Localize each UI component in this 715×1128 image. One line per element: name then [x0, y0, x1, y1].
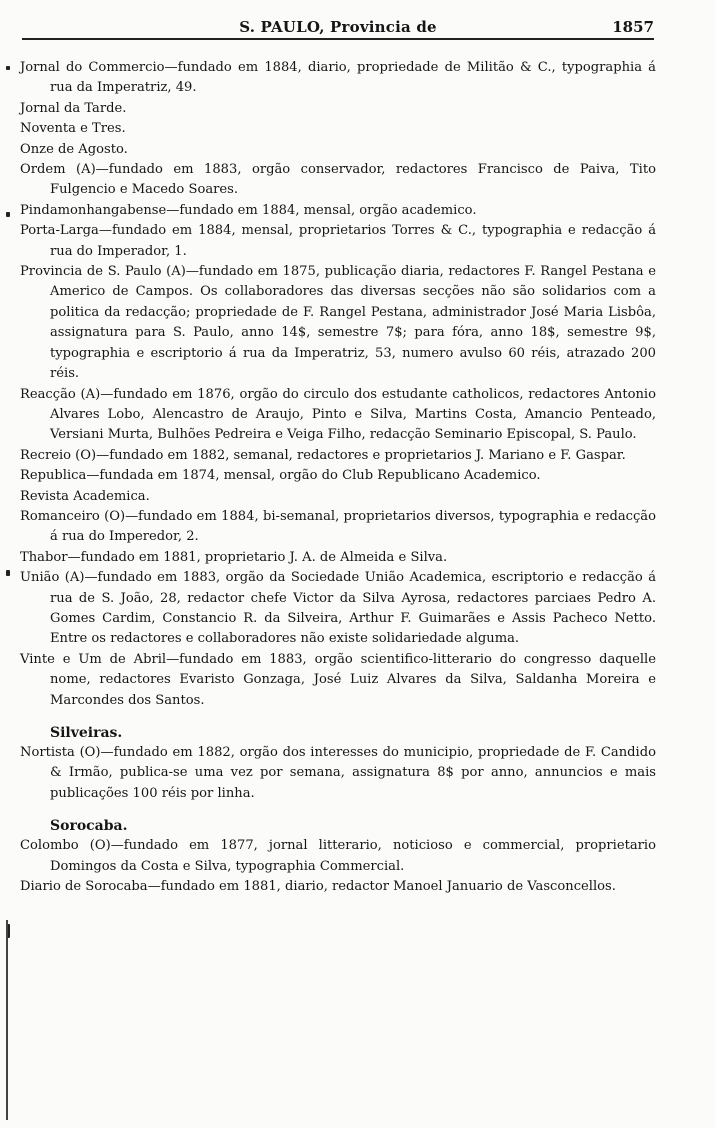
entry-colombo: Colombo (O)—fundado em 1877, jornal litterario, noticioso e commercial, proprietario Domingos da Costa e Silva, typographia Commercial.	[20, 838, 656, 874]
entry-porta-larga: Porta-Larga—fundado em 1884, mensal, proprietarios Torres & C., typographia e redacção á rua do Imperador, 1.	[20, 223, 656, 259]
entry-noventa-e-tres: Noventa e Tres.	[20, 121, 126, 137]
entry-onze-de-agosto: Onze de Agosto.	[20, 141, 128, 157]
section-heading-silveiras: Silveiras.	[50, 725, 123, 741]
entry-thabor: Thabor—fundado em 1881, proprietario J. A. de Almeida e Silva.	[20, 549, 448, 565]
entry-uniao: União (A)—fundado em 1883, orgão da Sociedade União Academica, escriptorio e redacção á rua de S. João, 28, redactor chefe Victor da Silva Ayrosa, redactores parciaes Pedro A. Gomes Cardim, Constancio R. da Silveira, Arthur F. Guimarães e Assis Pacheco Netto. Entre os redactores e collaboradores não existe solidariedade alguma.	[20, 570, 656, 647]
running-title: S. PAULO, Provincia de	[239, 18, 437, 36]
entry-reaccao: Reacção (A)—fundado em 1876, orgão do circulo dos estudante catholicos, redactores Antonio Alvares Lobo, Alencastro de Araujo, Pinto e Silva, Martins Costa, Amancio Penteado, Versiani Murta, Bulhões Pedreira e Veiga Filho, redacção Seminario Episcopal, S. Paulo.	[20, 386, 656, 443]
page-header	[22, 16, 654, 40]
entry-jornal-do-commercio: Jornal do Commercio—fundado em 1884, diario, propriedade de Militão & C., typographia á rua da Imperatriz, 49.	[20, 60, 656, 96]
section-heading-sorocaba: Sorocaba.	[50, 818, 128, 835]
entry-ordem: Ordem (A)—fundado em 1883, orgão conservador, redactores Francisco de Paiva, Tito Fulgencio e Macedo Soares.	[20, 162, 656, 198]
section-silveiras	[20, 723, 656, 804]
entry-revista-academica: Revista Academica.	[20, 488, 150, 504]
entry-nortista: Nortista (O)—fundado em 1882, orgão dos interesses do municipio, propriedade de F. Candido & Irmão, publica-se uma vez por semana, assignatura 8$ por anno, annuncios e mais publicações 100 réis por linha.	[20, 745, 656, 801]
entry-diario-de-sorocaba: Diario de Sorocaba—fundado em 1881, diario, redactor Manoel Januario de Vasconcellos.	[20, 879, 616, 895]
section-sao-paulo	[20, 58, 656, 711]
page-number: 1857	[612, 18, 654, 36]
entry-provincia-de-s-paulo: Provincia de S. Paulo (A)—fundado em 1875, publicação diaria, redactores F. Rangel Pestana e Americo de Campos. Os collaboradores das diversas secções não são solidarios com a politica da redacção; propriedade de F. Rangel Pestana, administrador José Maria Lisbôa, assignatura para S. Paulo, anno 14$, semestre 7$; para fóra, anno 18$, semestre 9$, typographia e escriptorio á rua da Imperatriz, 53, numero avulso 60 réis, atrazado 200 réis.	[20, 264, 656, 382]
entry-romanceiro: Romanceiro (O)—fundado em 1884, bi-semanal, proprietarios diversos, typographia e redacção á rua do Imperedor, 2.	[20, 508, 656, 545]
page-edge-shadow	[6, 920, 8, 1120]
entry-republica: Republica—fundada em 1874, mensal, orgão do Club Republicano Academico.	[20, 468, 541, 484]
margin-mark	[6, 212, 10, 217]
entry-recreio: Recreio (O)—fundado em 1882, semanal, redactores e proprietarios J. Mariano e F. Gaspar.	[20, 447, 626, 463]
section-sorocaba	[20, 816, 656, 897]
entry-pindamonhangabense: Pindamonhangabense—fundado em 1884, mensal, orgão academico.	[20, 202, 477, 218]
entry-vinte-e-um-de-abril: Vinte e Um de Abril—fundado em 1883, orgão scientifico-litterario do congresso daquelle nome, redactores Evaristo Gonzaga, José Luiz Alvares da Silva, Saldanha Moreira e Marcondes dos Santos.	[20, 651, 656, 708]
entry-jornal-da-tarde: Jornal da Tarde.	[20, 100, 127, 116]
margin-mark	[6, 570, 10, 576]
directory-listing	[20, 58, 656, 897]
margin-mark	[6, 66, 10, 70]
